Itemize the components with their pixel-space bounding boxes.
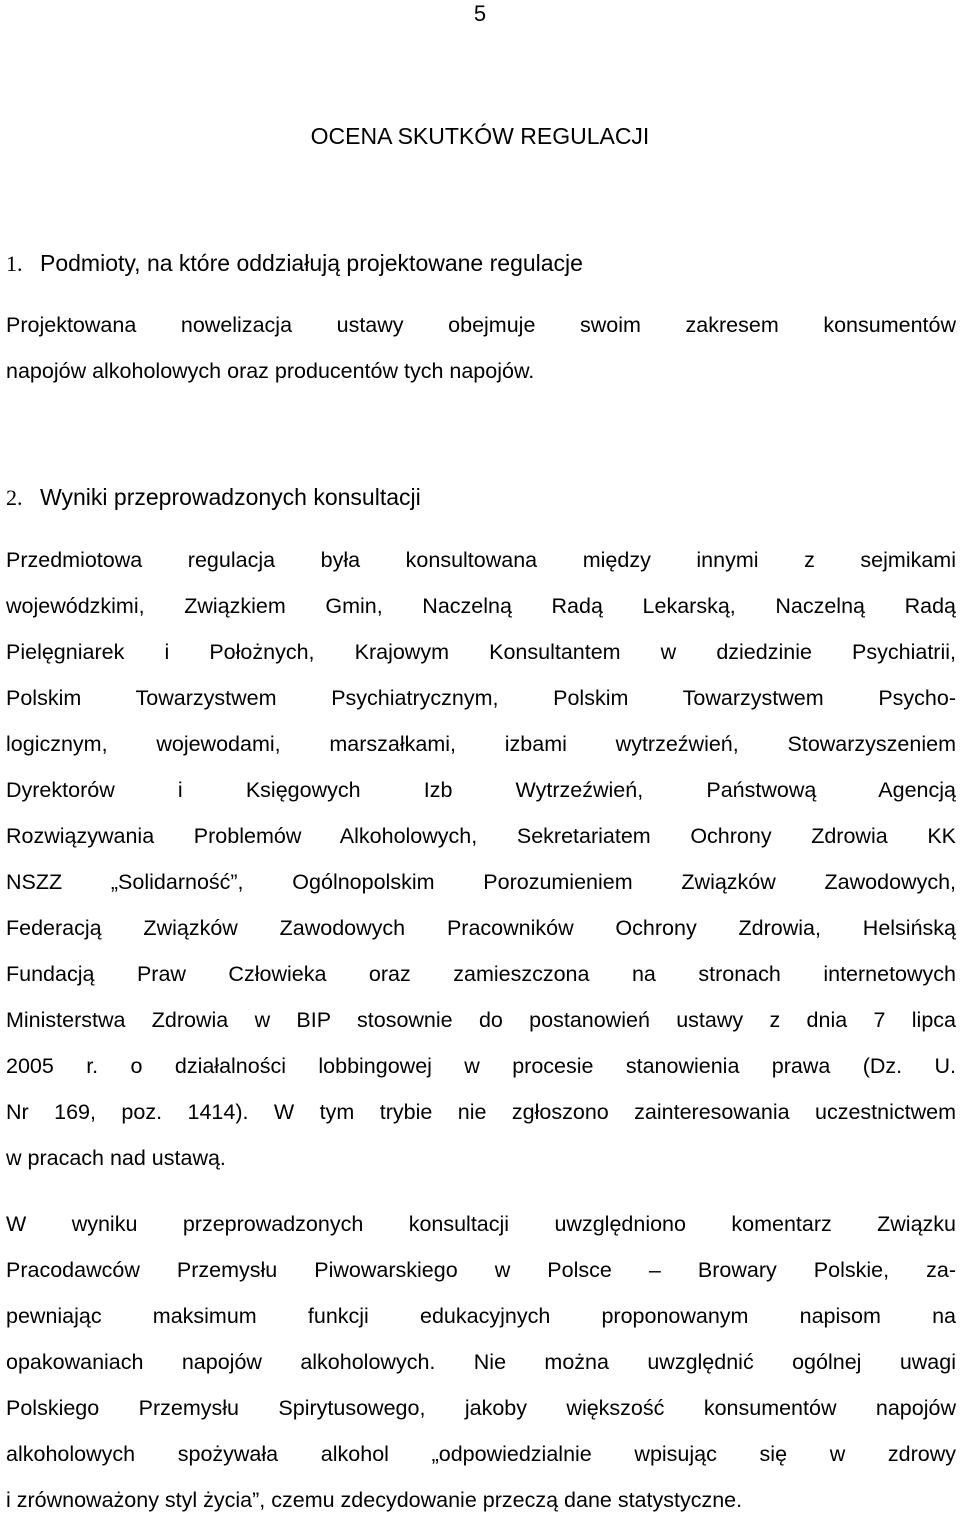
section-2-paragraph-2 [6,1201,956,1523]
paragraph-line: Federacją Związków Zawodowych Pracowników Ochrony Zdrowia, Helsińską [6,916,956,940]
section-1-paragraph [6,302,956,394]
paragraph-line: Rozwiązywania Problemów Alkoholowych, Sekretariatem Ochrony Zdrowia KK [6,824,956,848]
page-number: 5 [473,1,487,26]
paragraph-line: Nr 169, poz. 1414). W tym trybie nie zgłoszono zainteresowania uczestnictwem [6,1100,956,1124]
paragraph-line: 2005 r. o działalności lobbingowej w procesie stanowienia prawa (Dz. U. [6,1054,956,1078]
paragraph-line: Pracodawców Przemysłu Piwowarskiego w Polsce – Browary Polskie, za- [6,1258,956,1282]
paragraph-line: pewniając maksimum funkcji edukacyjnych proponowanym napisom na [6,1304,956,1328]
paragraph-line: Przedmiotowa regulacja była konsultowana między innymi z sejmikami [6,548,956,572]
paragraph-line: w pracach nad ustawą. [6,1146,226,1170]
paragraph-line: napojów alkoholowych oraz producentów tych napojów. [6,359,535,383]
paragraph-line: Polskim Towarzystwem Psychiatrycznym, Polskim Towarzystwem Psycho- [6,686,956,710]
paragraph-line: Polskiego Przemysłu Spirytusowego, jakoby większość konsumentów napojów [6,1396,956,1420]
paragraph-line: wojewódzkimi, Związkiem Gmin, Naczelną Radą Lekarską, Naczelną Radą [6,594,956,618]
paragraph-line: alkoholowych spożywała alkohol „odpowiedzialnie wpisując się w zdrowy [6,1442,956,1466]
paragraph-line: Ministerstwa Zdrowia w BIP stosownie do postanowień ustawy z dnia 7 lipca [6,1008,956,1032]
section-1-title: Podmioty, na które oddziałują projektowane regulacje [40,250,583,276]
paragraph-line: Fundacją Praw Człowieka oraz zamieszczona na stronach internetowych [6,962,956,986]
paragraph-line: Projektowana nowelizacja ustawy obejmuje swoim zakresem konsumentów [6,313,956,337]
section-2-number: 2. [6,485,23,510]
paragraph-line: NSZZ „Solidarność”, Ogólnopolskim Porozumieniem Związków Zawodowych, [6,870,956,894]
paragraph-line: logicznym, wojewodami, marszałkami, izbami wytrzeźwień, Stowarzyszeniem [6,732,956,756]
section-2-title: Wyniki przeprowadzonych konsultacji [40,484,421,510]
paragraph-line: i zrównoważony styl życia”, czemu zdecydowanie przeczą dane statystyczne. [6,1488,743,1512]
section-2-paragraph-1 [6,537,956,1181]
document-title: OCENA SKUTKÓW REGULACJI [310,123,650,149]
paragraph-line: Pielęgniarek i Położnych, Krajowym Konsultantem w dziedzinie Psychiatrii, [6,640,956,664]
paragraph-line: opakowaniach napojów alkoholowych. Nie można uwzględnić ogólnej uwagi [6,1350,956,1374]
section-1-heading [6,247,946,280]
paragraph-line: Dyrektorów i Księgowych Izb Wytrzeźwień, Państwową Agencją [6,778,956,802]
section-1-number: 1. [6,251,23,276]
section-2-heading [6,481,946,514]
paragraph-line: W wyniku przeprowadzonych konsultacji uwzględniono komentarz Związku [6,1212,956,1236]
